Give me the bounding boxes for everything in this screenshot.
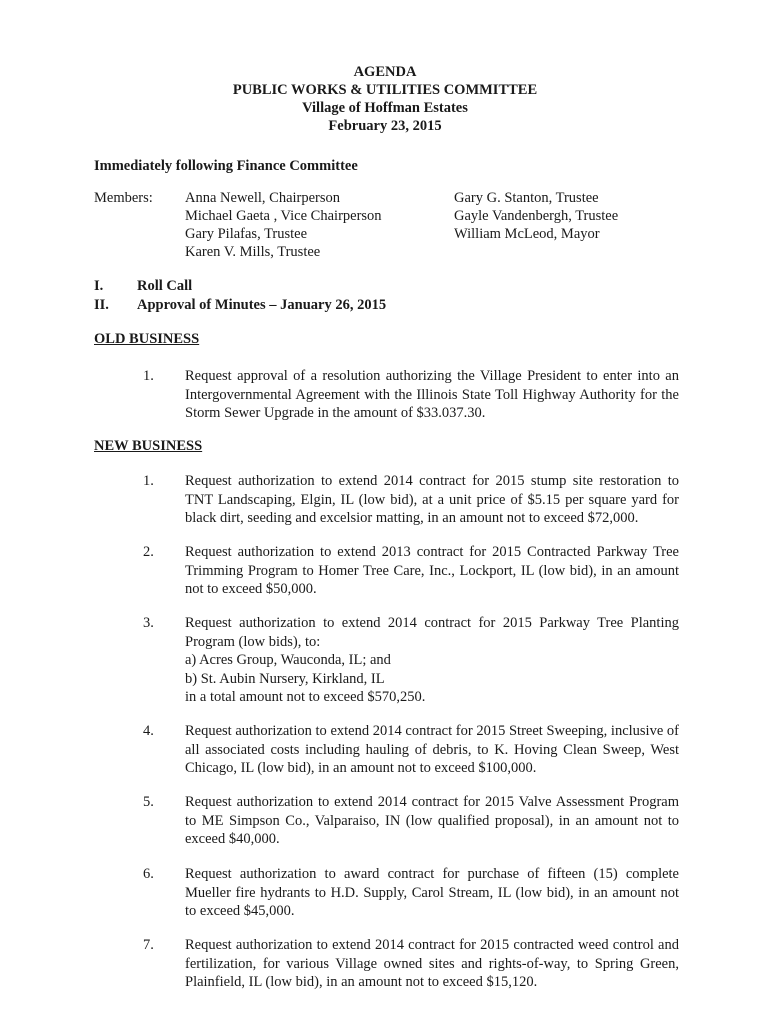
sub-item: a) Acres Group, Wauconda, IL; and <box>185 652 391 668</box>
village-name: Village of Hoffman Estates <box>302 100 468 116</box>
agenda-item-number: I. <box>94 278 104 294</box>
committee-name: PUBLIC WORKS & UTILITIES COMMITTEE <box>232 82 538 98</box>
member: Anna Newell, Chairperson <box>185 190 341 206</box>
agenda-item-number: II. <box>94 297 109 313</box>
new-business-heading: NEW BUSINESS <box>94 438 203 454</box>
member: Michael Gaeta , Vice Chairperson <box>185 208 382 224</box>
member: Gayle Vandenbergh, Trustee <box>454 208 619 224</box>
old-item-number: 1. <box>143 368 154 384</box>
member: William McLeod, Mayor <box>454 226 600 242</box>
new-item-number: 7. <box>143 937 154 953</box>
new-item-text: Request authorization to extend 2014 contract for 2015 contracted weed control and fertilization, for various Village owned sites and rights-of-way, to Spring Green, Plainfield, IL (low bid), in an amount not to exceed $15,120. <box>185 937 679 990</box>
agenda-item-approval-minutes: Approval of Minutes – January 26, 2015 <box>137 297 387 313</box>
old-item-text: Request approval of a resolution authorizing the Village President to enter into an Intergovernmental Agreement with the Illinois State Toll Highway Authority for the Storm Sewer Upgrade in the amount of $33.037.30. <box>185 368 679 421</box>
new-item-number: 2. <box>143 544 154 560</box>
members-right-list <box>454 189 618 243</box>
new-item-number: 6. <box>143 866 154 882</box>
new-item-text-block <box>185 614 679 707</box>
member: Karen V. Mills, Trustee <box>185 244 321 260</box>
agenda-title: AGENDA <box>353 64 417 80</box>
agenda-header <box>0 63 770 135</box>
sub-item: b) St. Aubin Nursery, Kirkland, IL <box>185 670 385 687</box>
new-item-text: Request authorization to extend 2013 contract for 2015 Contracted Parkway Tree Trimming Program to Homer Tree Care, Inc., Lockport, IL (low bid), in an amount not to exceed $50,000. <box>185 544 679 597</box>
new-item-text: Request authorization to extend 2014 contract for 2015 Parkway Tree Planting Program (low bids), to: <box>185 615 679 650</box>
member: Gary G. Stanton, Trustee <box>454 190 599 206</box>
members-left-list <box>185 189 382 261</box>
sub-item-total: in a total amount not to exceed $570,250. <box>185 689 426 705</box>
new-item-text: Request authorization to extend 2014 contract for 2015 stump site restoration to TNT Landscaping, Elgin, IL (low bid), at a unit price of $5.15 per square yard for black dirt, seeding and excelsior matting, in an amount not to exceed $72,000. <box>185 473 679 526</box>
meeting-date: February 23, 2015 <box>328 118 442 134</box>
new-item-number: 4. <box>143 723 154 739</box>
agenda-item-roll-call: Roll Call <box>137 278 193 294</box>
new-item-text: Request authorization to extend 2014 contract for 2015 Valve Assessment Program to ME Simpson Co., Valparaiso, IN (low qualified proposal), in an amount not to exceed $40,000. <box>185 794 679 847</box>
new-item-text: Request authorization to award contract for purchase of fifteen (15) complete Mueller fire hydrants to H.D. Supply, Carol Stream, IL (low bid), in an amount not to exceed $45,000. <box>185 866 679 919</box>
new-item-number: 3. <box>143 615 154 631</box>
new-item-number: 1. <box>143 473 154 489</box>
new-item-number: 5. <box>143 794 154 810</box>
member: Gary Pilafas, Trustee <box>185 226 308 242</box>
new-item-text: Request authorization to extend 2014 contract for 2015 Street Sweeping, inclusive of all associated costs including hauling of debris, to K. Hoving Clean Sweep, West Chicago, IL (low bid), in an amount not to exceed $100,000. <box>185 723 679 776</box>
old-business-heading: OLD BUSINESS <box>94 331 200 347</box>
members-label: Members: <box>94 190 153 206</box>
meeting-timing: Immediately following Finance Committee <box>94 158 358 174</box>
